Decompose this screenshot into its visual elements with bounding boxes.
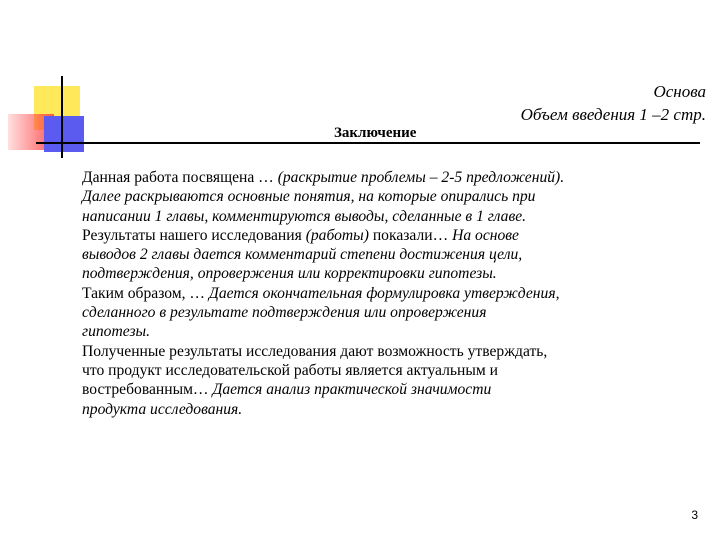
paragraph: [82, 342, 702, 419]
italic-text: (работы): [305, 226, 369, 244]
italic-text: написании 1 главы, комментируются выводы, сделанные в 1 главе.: [82, 207, 527, 225]
text-line: [82, 264, 702, 283]
text-line: [82, 361, 702, 380]
italic-text: Дается окончательная формулировка утверждения,: [208, 284, 560, 302]
text: Результаты нашего исследования: [82, 226, 306, 244]
page-number: 3: [691, 508, 698, 522]
header-line-1: Основа: [653, 82, 706, 101]
text: востребованным…: [82, 381, 213, 399]
text: Таким образом, …: [82, 284, 209, 302]
paragraph: [82, 284, 702, 342]
body-text: [82, 168, 702, 419]
header-note: [521, 80, 706, 126]
italic-text: продукта исследования.: [82, 400, 243, 418]
text-line: [82, 168, 702, 187]
italic-text: подтверждения, опровержения или корректировки гипотезы.: [82, 265, 497, 283]
italic-text: (раскрытие проблемы – 2-5 предложений).: [277, 169, 565, 186]
header-line-2: Объем введения 1 –2 стр.: [520, 105, 706, 124]
text: что продукт исследовательской работы является актуальным и: [82, 361, 498, 379]
italic-text: сделанного в результате подтверждения или опровержения: [82, 304, 487, 322]
text-line: [82, 400, 702, 419]
text-line: [82, 284, 702, 303]
text-line: [82, 303, 702, 322]
text-line: [82, 245, 702, 264]
text-line: [82, 187, 702, 206]
paragraph: [82, 226, 702, 284]
text: Полученные результаты исследования дают возможность утверждать,: [82, 342, 548, 360]
decor-vertical-line: [61, 76, 63, 158]
text-line: [82, 322, 702, 341]
italic-text: На основе: [452, 226, 519, 244]
text-line: [82, 207, 702, 226]
text-line: [82, 342, 702, 361]
text: показали…: [368, 226, 453, 244]
text-line: [82, 380, 702, 399]
paragraph: [82, 168, 702, 187]
slide-title: Заключение: [334, 125, 417, 141]
italic-text: Дается анализ практической значимости: [212, 381, 492, 399]
italic-text: Далее раскрываются основные понятия, на которые опирались при: [82, 188, 536, 206]
text-line: [82, 226, 702, 245]
paragraph: [82, 187, 702, 226]
italic-text: гипотезы.: [82, 323, 150, 341]
decor-horizontal-rule: [36, 142, 700, 144]
decor-blue-square: [44, 116, 84, 152]
text: Данная работа посвящена …: [82, 169, 278, 186]
italic-text: выводов 2 главы дается комментарий степени достижения цели,: [82, 246, 523, 264]
